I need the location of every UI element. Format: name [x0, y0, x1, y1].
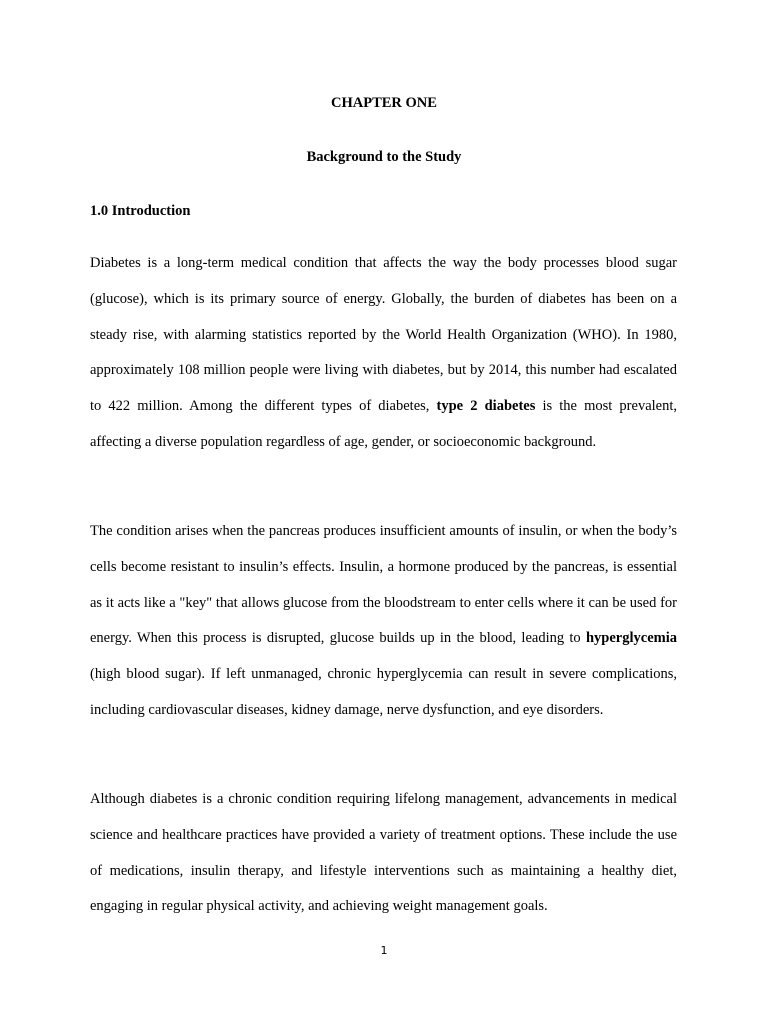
- paragraph-2-text-a: The condition arises when the pancreas produces insufficient amounts of insulin, or when the body’s cells become resistant to insulin’s effects. Insulin, a hormone produced by the pancreas, is essential as it acts like a "key" that allows glucose from the bloodstream to enter cells where it can be used for energy. When this process is disrupted, glucose builds up in the blood, leading to: [90, 523, 677, 647]
- paragraph-2-bold-term: hyperglycemia: [585, 630, 677, 647]
- paragraph-1: [90, 246, 677, 461]
- subsection-title: 1.0 Introduction: [90, 203, 191, 219]
- paragraph-3-text: Although diabetes is a chronic condition requiring lifelong management, advancements in medical science and healthcare practices have provided a variety of treatment options. These include the use of medications, insulin therapy, and lifestyle interventions such as maintaining a healthy diet, engaging in regular physical activity, and achieving weight management goals.: [90, 791, 677, 915]
- paragraph-1-text-a: Diabetes is a long-term medical condition that affects the way the body processes blood sugar (glucose), which is its primary source of energy. Globally, the burden of diabetes has been on a steady rise, with alarming statistics reported by the World Health Organization (WHO). In 1980, approximately 108 million people were living with diabetes, but by 2014, this number had escalated to 422 million. Among the different types of diabetes,: [90, 255, 677, 415]
- page-number: 1: [380, 944, 388, 957]
- section-title: Background to the Study: [306, 149, 462, 165]
- paragraph-2-text-b: (high blood sugar). If left unmanaged, chronic hyperglycemia can result in severe complications, including cardiovascular diseases, kidney damage, nerve dysfunction, and eye disorders.: [90, 666, 677, 718]
- paragraph-3: [90, 782, 677, 925]
- paragraph-1-bold-term: type 2 diabetes: [436, 398, 536, 415]
- paragraph-2: [90, 514, 677, 729]
- chapter-title: CHAPTER ONE: [331, 95, 437, 111]
- paragraph-1-text-b: is the most prevalent, affecting a diverse population regardless of age, gender, or socioeconomic background.: [90, 398, 677, 450]
